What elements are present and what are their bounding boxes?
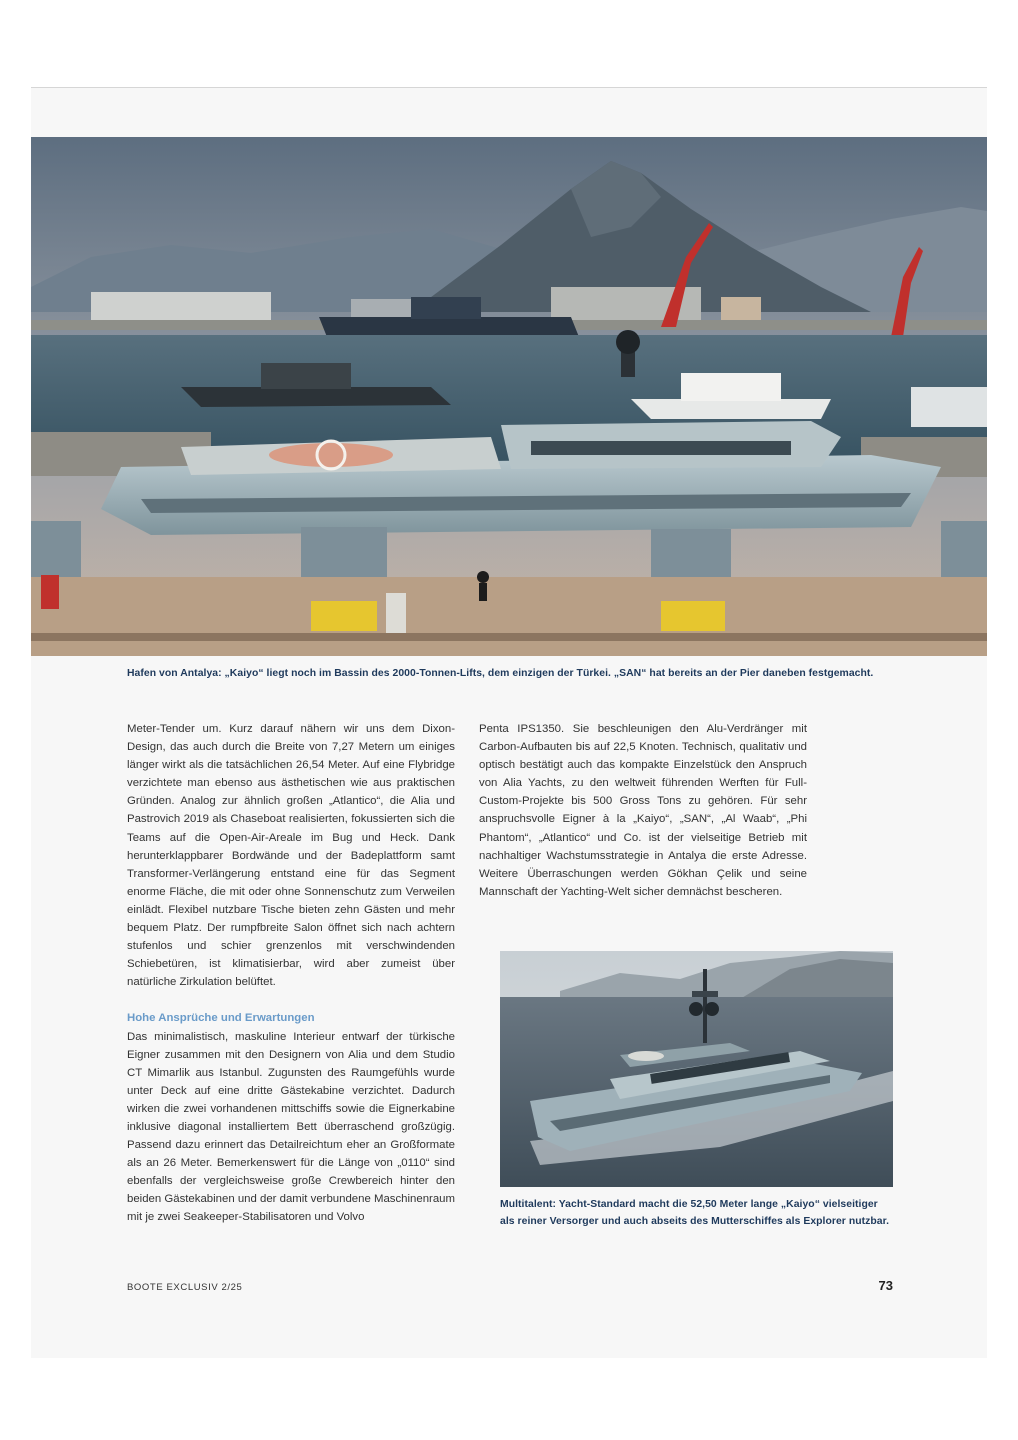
body-paragraph: Penta IPS1350. Sie beschleunigen den Alu-Verdränger mit Carbon-Aufbauten bis auf 22,5 Knoten. Technisch, qualitativ und optisch bestätigt auch das kompakte Einzelstück den Anspruch von Alia Yachts, zu den weltweit führenden Werften für Full-Custom-Projekte bis 500 Gross Tons zu gehören. Für sehr anspruchsvolle Eigner à la „Kaiyo“, „SAN“, „Al Waab“, „Phi Phantom“, „Atlantico“ und Co. ist der vielseitige Betrieb mit nachhaltiger Wachstumsstrategie in Antalya die erste Adresse. Weitere Überraschungen werden Gökhan Çelik und seine Mannschaft der Yachting-Welt sicher demnächst bescheren. [479, 723, 807, 898]
photo2-caption: Multitalent: Yacht-Standard macht die 52,50 Meter lange „Kaiyo“ vielseitiger als reiner Versorger und auch abseits des Mutterschiffes als Explorer nutzbar. [500, 1199, 890, 1227]
hero-caption: Hafen von Antalya: „Kaiyo“ liegt noch im Bassin des 2000-Tonnen-Lifts, dem einzigen der Türkei. „SAN“ hat bereits an der Pier daneben festgemacht. [127, 668, 874, 679]
section-subhead: Hohe Ansprüche und Erwartungen [127, 1012, 315, 1025]
text-column-right [479, 720, 807, 901]
page-number: 73 [878, 1278, 893, 1293]
top-rule [31, 87, 987, 88]
hero-photo [31, 137, 987, 656]
text-column-left [127, 720, 455, 1227]
publication-footer: BOOTE EXCLUSIV 2/25 [127, 1282, 243, 1293]
body-paragraph: Meter-Tender um. Kurz darauf nähern wir uns dem Dixon-Design, das auch durch die Breite von 7,27 Metern um einiges länger wirkt als die tatsächlichen 26,54 Meter. Auf eine Flybridge verzichtete man ebenso aus ästhetischen wie aus praktischen Gründen. Analog zur ähnlich großen „Atlantico“, die Alia und Pastrovich 2019 als Chaseboat realisierten, fokussierten sich die Teams auf die Open-Air-Areale im Bug und Heck. Dank herunterklappbarer Bordwände und der Badeplattform samt Transformer-Verlängerung entstand eine für das Segment enorme Fläche, die mit oder ohne Sonnenschutz zum Verweilen einlädt. Flexibel nutzbare Tische bieten zehn Gästen und mehr bequem Platz. Der rumpfbreite Salon öffnet sich nach achtern stufenlos und schier grenzenlos mit verschwindenden Schiebetüren, ist klimatisierbar, wird aber zumeist über natürliche Zirkulation belüftet. [127, 723, 455, 989]
yacht-underway-photo [500, 951, 893, 1187]
body-paragraph: Das minimalistisch, maskuline Interieur entwarf der türkische Eigner zusammen mit den Designern von Alia und dem Studio CT Mimarlik aus Istanbul. Zugunsten des Raumgefühls wurde unter Deck auf eine dritte Gästekabine verzichtet. Dadurch wirken die zwei vorhandenen mittschiffs sowie die Eignerkabine inklusive diagonal installiertem Bett überraschend großzügig. Passend dazu erinnert das Detailreichtum eher an Großformate als an 26 Meter. Bemerkenswert für die Länge von „0110“ sind ebenfalls der vergleichsweise große Crewbereich hinter den beiden Gästekabinen und der damit verbundene Maschinenraum mit je zwei Seakeeper-Stabilisatoren und Volvo [127, 1030, 456, 1224]
